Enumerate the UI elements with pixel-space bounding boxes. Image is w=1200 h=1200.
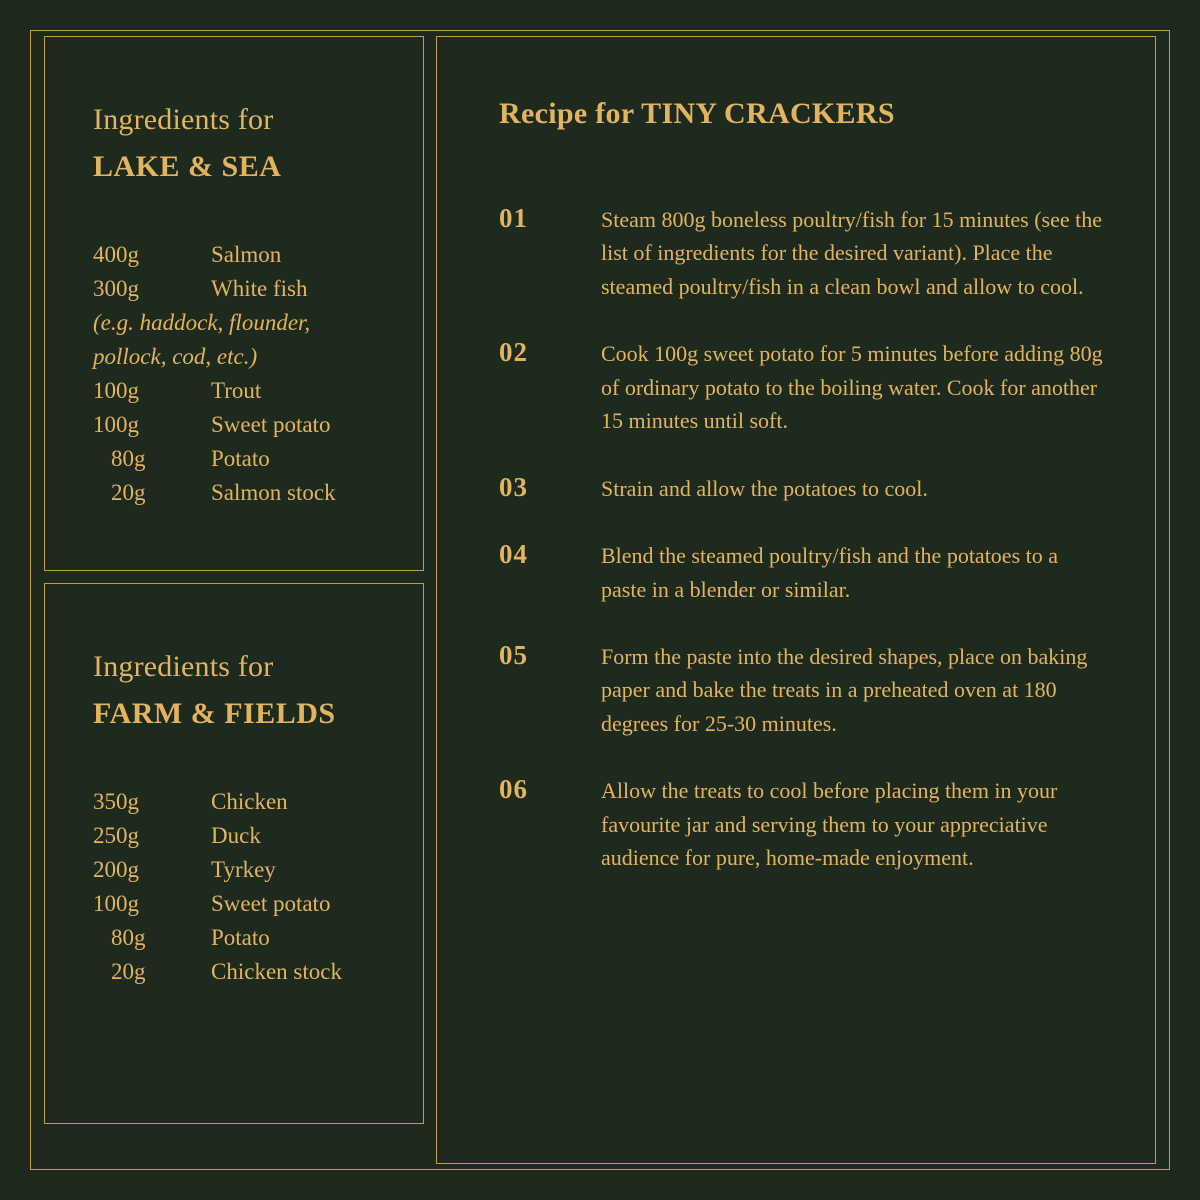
ingredient-row [93,887,383,921]
ingredient-name: Chicken stock [211,959,342,985]
recipe-step-number: 06 [499,774,528,805]
recipe-step [499,472,1103,505]
recipe-step [499,774,1103,874]
ingredients-title-lake-sea [93,97,383,190]
ingredient-row [93,238,383,272]
ingredient-quantity: 20g [111,480,146,506]
ingredient-row [93,853,383,887]
ingredient-quantity: 80g [111,925,146,951]
ingredient-row [93,955,383,989]
ingredient-name: Tyrkey [211,857,276,883]
recipe-steps [499,203,1103,875]
ingredients-card-farm-fields [44,583,424,1124]
ingredient-quantity: 400g [93,242,139,267]
recipe-step-text: Blend the steamed poultry/fish and the potatoes to a paste in a blender or similar. [601,543,1059,602]
ingredients-title-farm-fields [93,644,383,737]
recipe-step-text: Strain and allow the potatoes to cool. [601,475,928,501]
ingredient-quantity: 80g [111,446,146,472]
ingredient-row [93,819,383,853]
recipe-step [499,337,1103,437]
ingredients-column [44,36,424,1164]
ingredients-list-lake-sea [93,238,383,510]
ingredient-name: Trout [211,378,262,404]
ingredient-name: Chicken [211,789,288,814]
ingredient-note: (e.g. haddock, flounder, pollock, cod, etc.) [93,310,311,370]
ingredient-name: White fish [211,276,308,302]
ingredient-row [93,921,383,955]
ingredient-row [93,408,383,442]
recipe-title [499,97,1103,131]
recipe-step-text: Allow the treats to cool before placing them in your favourite jar and serving them to your appreciative audience for pure, home-made enjoyment. [601,778,1058,871]
ingredient-quantity: 300g [93,276,139,302]
ingredients-card-lake-sea [44,36,424,571]
ingredient-name: Duck [211,823,261,849]
page-columns [36,36,1164,1164]
ingredients-list-farm-fields [93,785,383,989]
ingredient-quantity: 250g [93,823,139,849]
ingredient-name: Potato [211,446,270,472]
ingredient-row [93,374,383,408]
recipe-step-number: 05 [499,639,528,670]
ingredient-quantity: 100g [93,378,139,404]
ingredient-row [93,476,383,510]
ingredient-row [93,785,383,819]
recipe-step-number: 02 [499,337,528,368]
recipe-title-name: TINY CRACKERS [641,97,895,130]
ingredient-name: Potato [211,925,270,951]
recipe-step [499,539,1103,606]
ingredient-name: Sweet potato [211,412,331,438]
recipe-title-prefix: Recipe for [499,97,642,130]
recipe-step-number: 04 [499,539,528,570]
ingredient-name: Salmon stock [211,480,336,506]
ingredient-row [93,272,383,306]
ingredients-title-line2: FARM & FIELDS [93,696,336,730]
recipe-step-number: 01 [499,203,528,233]
ingredient-row [93,442,383,476]
ingredients-title-line1: Ingredients for [93,103,274,136]
ingredient-name: Sweet potato [211,891,331,917]
recipe-step-text: Form the paste into the desired shapes, place on baking paper and bake the treats in a preheated oven at 180 degrees for 25-30 minutes. [601,643,1088,736]
ingredient-name: Salmon [211,242,282,267]
ingredients-title-line1: Ingredients for [93,650,274,683]
ingredient-quantity: 100g [93,891,139,917]
ingredient-quantity: 20g [111,959,146,985]
ingredient-quantity: 100g [93,412,139,438]
recipe-step-number: 03 [499,471,528,502]
ingredients-title-line2: LAKE & SEA [93,149,282,183]
recipe-card [436,36,1156,1164]
ingredient-quantity: 350g [93,789,139,814]
recipe-step [499,203,1103,303]
recipe-step [499,640,1103,740]
ingredient-quantity: 200g [93,857,139,883]
recipe-step-text: Steam 800g boneless poultry/fish for 15 minutes (see the list of ingredients for the desired variant). Place the steamed poultry/fish in a clean bowl and allow to cool. [601,207,1103,299]
recipe-step-text: Cook 100g sweet potato for 5 minutes before adding 80g of ordinary potato to the boiling water. Cook for another 15 minutes until soft. [601,341,1103,434]
